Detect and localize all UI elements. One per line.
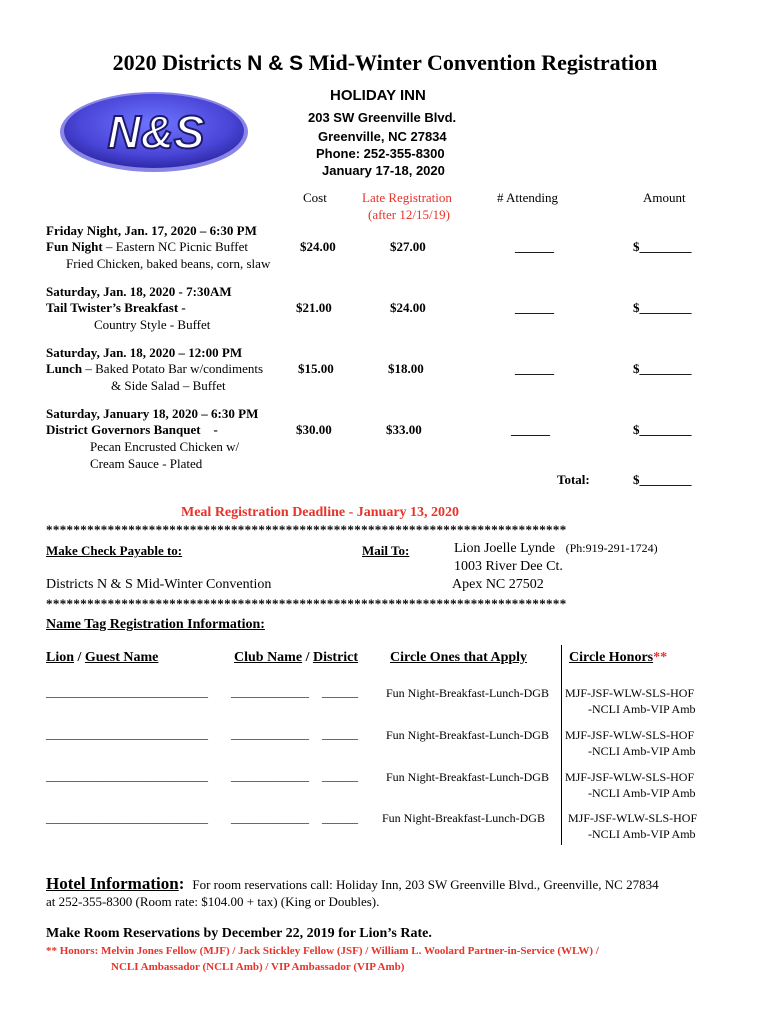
event-date: Saturday, January 18, 2020 – 6:30 PM — [46, 406, 259, 421]
col-cost-header: Cost — [303, 190, 327, 205]
district-blank[interactable]: ______ — [322, 811, 358, 825]
event-cost: $24.00 — [300, 239, 336, 254]
hotel-name: HOLIDAY INN — [330, 87, 426, 104]
honors-options[interactable]: MJF-JSF-WLW-SLS-HOF — [565, 686, 695, 700]
club-blank[interactable]: _____________ — [231, 769, 309, 783]
mail-name — [454, 541, 658, 557]
amount-blank[interactable]: $________ — [633, 361, 692, 376]
col-late-header-line1: Late Registration — [362, 190, 452, 205]
hotel-info-line2: at 252-355-8300 (Room rate: $104.00 + tax) (King or Doubles). — [46, 894, 380, 909]
hotel-info-colon: : — [178, 874, 185, 893]
col-guest-name: Guest Name — [84, 650, 159, 665]
asterisk-separator: **************************************************************************** — [46, 596, 567, 611]
event-description: Country Style - Buffet — [94, 317, 211, 332]
col-circle-honors — [569, 650, 667, 666]
col-lion-guest-name — [46, 650, 158, 666]
mail-contact-name: Lion Joelle Lynde — [454, 541, 556, 556]
hotel-info-heading: Hotel Information — [46, 874, 179, 893]
club-blank[interactable]: _____________ — [231, 685, 309, 699]
meals-options[interactable]: Fun Night-Breakfast-Lunch-DGB — [386, 728, 549, 742]
title-part2: N & S — [247, 52, 304, 75]
amount-blank[interactable]: $________ — [633, 422, 692, 437]
total-label: Total: — [557, 472, 590, 487]
name-tag-heading: Name Tag Registration Information: — [46, 617, 265, 632]
col-sep: / — [302, 650, 313, 665]
col-lion: Lion — [46, 650, 75, 665]
event-title — [46, 361, 263, 377]
amount-blank[interactable]: $________ — [633, 300, 692, 315]
title-part1: 2020 Districts — [112, 50, 248, 75]
mail-to-label: Mail To: — [362, 543, 410, 558]
mail-phone: (Ph:919-291-1724) — [565, 541, 658, 555]
event-description: Pecan Encrusted Chicken w/ — [90, 439, 240, 454]
mail-city: Apex NC 27502 — [452, 577, 544, 592]
event-late-cost: $18.00 — [388, 361, 424, 376]
name-blank[interactable]: ___________________________ — [46, 685, 208, 699]
hotel-address: 203 SW Greenville Blvd. — [308, 110, 457, 125]
attending-blank[interactable]: ______ — [515, 361, 554, 376]
amount-blank[interactable]: $________ — [633, 239, 692, 254]
event-date: Friday Night, Jan. 17, 2020 – 6:30 PM — [46, 223, 257, 238]
name-blank[interactable]: ___________________________ — [46, 769, 208, 783]
hotel-dates: January 17-18, 2020 — [322, 163, 445, 178]
honors-footnote-line2: NCLI Ambassador (NCLI Amb) / VIP Ambassador (VIP Amb) — [111, 961, 405, 973]
col-attending-header: # Attending — [497, 190, 559, 205]
event-late-cost: $24.00 — [390, 300, 426, 315]
event-title-rest: – Baked Potato Bar w/condiments — [82, 361, 264, 376]
event-title: Tail Twister’s Breakfast - — [46, 300, 186, 315]
col-district: District — [312, 650, 359, 665]
hotel-city: Greenville, NC 27834 — [318, 129, 447, 144]
name-blank[interactable]: ___________________________ — [46, 811, 208, 825]
meal-deadline: Meal Registration Deadline - January 13, 2020 — [181, 505, 460, 520]
meals-options[interactable]: Fun Night-Breakfast-Lunch-DGB — [382, 811, 545, 825]
col-circle-apply: Circle Ones that Apply — [390, 650, 528, 665]
district-blank[interactable]: ______ — [322, 685, 358, 699]
club-blank[interactable]: _____________ — [231, 811, 309, 825]
meals-options[interactable]: Fun Night-Breakfast-Lunch-DGB — [386, 686, 549, 700]
name-blank[interactable]: ___________________________ — [46, 727, 208, 741]
honors-column-divider — [561, 645, 562, 845]
district-blank[interactable]: ______ — [322, 769, 358, 783]
hotel-phone: Phone: 252-355-8300 — [316, 146, 445, 161]
title-part3: Mid-Winter Convention Registration — [303, 50, 658, 75]
event-title-bold: Fun Night — [46, 239, 103, 254]
event-title-bold: Lunch — [46, 361, 83, 376]
event-late-cost: $33.00 — [386, 422, 422, 437]
ns-logo — [58, 90, 250, 174]
honors-options-2[interactable]: -NCLI Amb-VIP Amb — [588, 827, 696, 841]
attending-blank[interactable]: ______ — [515, 239, 554, 254]
event-description-2: Cream Sauce - Plated — [90, 456, 203, 471]
reservation-note: Make Room Reservations by December 22, 2019 for Lion’s Rate. — [46, 926, 432, 941]
event-title — [46, 239, 248, 255]
event-date: Saturday, Jan. 18, 2020 – 12:00 PM — [46, 345, 243, 360]
col-sep: / — [74, 650, 85, 665]
event-cost: $15.00 — [298, 361, 334, 376]
attending-blank[interactable]: ______ — [515, 300, 554, 315]
honors-options-2[interactable]: -NCLI Amb-VIP Amb — [588, 786, 696, 800]
event-cost: $21.00 — [296, 300, 332, 315]
total-amount-blank[interactable]: $________ — [633, 472, 692, 487]
club-blank[interactable]: _____________ — [231, 727, 309, 741]
event-late-cost: $27.00 — [390, 239, 426, 254]
logo-text: N&S — [107, 106, 205, 158]
asterisk-separator: **************************************************************************** — [46, 522, 567, 537]
honors-options-2[interactable]: -NCLI Amb-VIP Amb — [588, 744, 696, 758]
hotel-info-text: For room reservations call: Holiday Inn, 203 SW Greenville Blvd., Greenville, NC 27834 — [192, 877, 659, 892]
meals-options[interactable]: Fun Night-Breakfast-Lunch-DGB — [386, 770, 549, 784]
district-blank[interactable]: ______ — [322, 727, 358, 741]
mail-street: 1003 River Dee Ct. — [454, 559, 563, 574]
event-title-rest: – Eastern NC Picnic Buffet — [102, 239, 248, 254]
event-cost: $30.00 — [296, 422, 332, 437]
honors-options[interactable]: MJF-JSF-WLW-SLS-HOF — [565, 728, 695, 742]
col-late-header-line2: (after 12/15/19) — [368, 207, 450, 222]
honors-options[interactable]: MJF-JSF-WLW-SLS-HOF — [568, 811, 698, 825]
honors-footnote-line1: ** Honors: Melvin Jones Fellow (MJF) / Jack Stickley Fellow (JSF) / William L. Woolard Partner-in-Service (WLW) / — [46, 945, 599, 957]
logo-ellipse-graphic — [58, 90, 250, 174]
hotel-info-line1 — [46, 874, 659, 894]
event-date: Saturday, Jan. 18, 2020 - 7:30AM — [46, 284, 232, 299]
check-payable-to: Districts N & S Mid-Winter Convention — [46, 577, 272, 592]
col-club-name: Club Name — [234, 650, 303, 665]
event-description: Fried Chicken, baked beans, corn, slaw — [66, 256, 271, 271]
col-honors-mark: ** — [653, 650, 668, 665]
col-club-district — [234, 650, 358, 666]
page-title — [0, 50, 770, 76]
event-description: & Side Salad – Buffet — [111, 378, 226, 393]
event-title: District Governors Banquet - — [46, 422, 218, 437]
honors-options-2[interactable]: -NCLI Amb-VIP Amb — [588, 702, 696, 716]
honors-options[interactable]: MJF-JSF-WLW-SLS-HOF — [565, 770, 695, 784]
check-payable-label: Make Check Payable to: — [46, 543, 183, 558]
attending-blank[interactable]: ______ — [511, 422, 550, 437]
col-honors-label: Circle Honors — [569, 650, 654, 665]
col-amount-header: Amount — [643, 190, 686, 205]
